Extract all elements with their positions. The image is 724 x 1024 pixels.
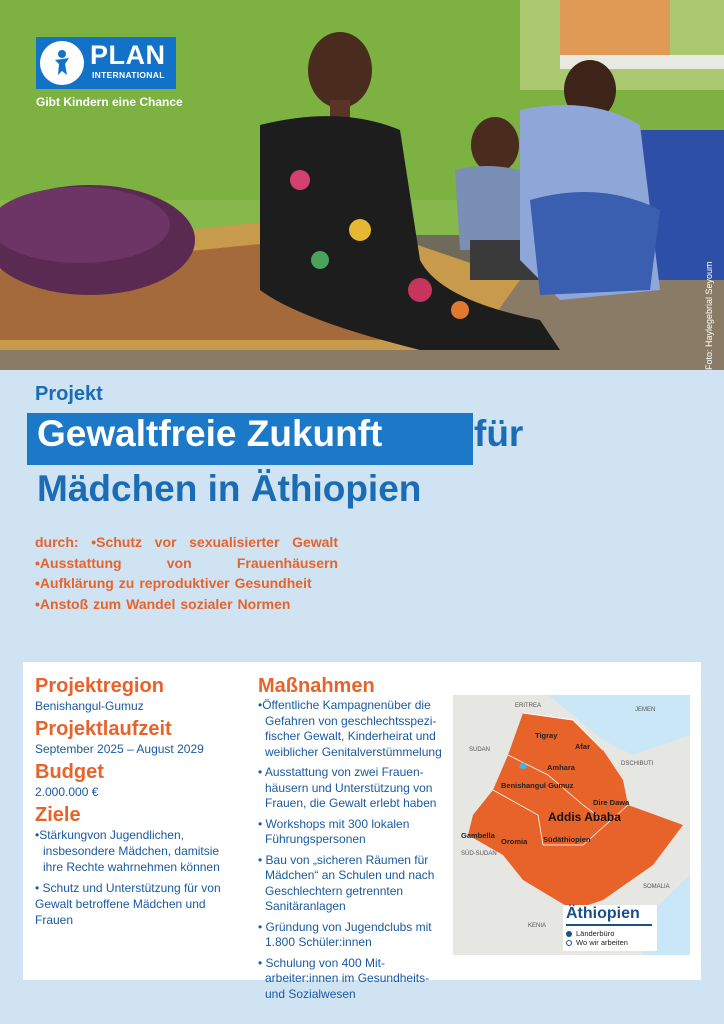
legend-work-label: Wo wir arbeiten xyxy=(576,938,628,947)
plan-logo[interactable] xyxy=(36,37,176,89)
goal-item: •Stärkungvon Jugendlichen, insbesondere Mädchen, damitsie ihre Rechte wahrnehmen können xyxy=(35,828,220,874)
word: Gesundheit xyxy=(234,575,312,591)
word: durch: xyxy=(35,534,79,550)
region-heading: Projektregion xyxy=(35,675,164,697)
word: •Schutz xyxy=(91,534,143,550)
logo-subtext: INTERNATIONAL xyxy=(92,70,165,80)
map-legend xyxy=(563,905,657,951)
measures-column xyxy=(258,674,448,1007)
facts-card xyxy=(23,662,701,1001)
budget-value: 2.000.000 € xyxy=(35,785,99,799)
measure-item: • Bau von „sicheren Räumen für Mädchen“ an Schulen und nach Geschlechtern getrennten Sanitäranlagen xyxy=(258,852,435,913)
office-dot-icon xyxy=(566,931,572,937)
means-line xyxy=(35,553,338,574)
country-label: SUDAN xyxy=(469,747,491,753)
legend-work xyxy=(566,938,628,947)
means-line xyxy=(35,532,338,553)
project-means xyxy=(35,532,338,614)
region-label: Amhara xyxy=(547,763,575,772)
region-label: Benishangul Gumuz xyxy=(501,781,574,790)
legend-rule xyxy=(566,924,652,926)
logo-wordmark: PLAN xyxy=(90,40,166,70)
country-label: SÜD-SUDAN xyxy=(461,851,497,857)
legend-title: Äthiopien xyxy=(566,905,640,922)
country-label: SOMALIA xyxy=(643,884,670,890)
title-line2: Mädchen in Äthiopien xyxy=(37,468,422,509)
tagline: Gibt Kindern eine Chance xyxy=(36,95,183,109)
title-rest: für xyxy=(474,413,524,454)
measure-item: • Ausstattung von zwei Frauen-häusern und Unterstützung von Frauen, die Gewalt erlebt haben xyxy=(258,765,437,810)
word: vor xyxy=(154,534,177,550)
word: Frauenhäusern xyxy=(236,554,338,571)
word: Normen xyxy=(237,595,291,612)
country-label: DSCHIBUTI xyxy=(621,761,654,767)
means-line xyxy=(35,594,338,615)
country-label: ERITREA xyxy=(515,703,542,709)
legend-office xyxy=(566,929,614,938)
goals-heading: Ziele xyxy=(35,804,81,826)
title-highlight: Gewaltfreie Zukunft xyxy=(37,413,383,454)
ethiopia-map xyxy=(453,695,690,955)
word: reproduktiver xyxy=(139,575,230,591)
word: •Ausstattung xyxy=(35,554,122,571)
photo-credit: Foto: Haylegebrial Seyoum xyxy=(704,261,714,370)
measure-item: • Gründung von Jugendclubs mit 1.800 Schüler:innen xyxy=(258,919,432,949)
word: Gewalt xyxy=(292,534,338,550)
word: Wandel xyxy=(126,595,176,612)
region-value: Benishangul-Gumuz xyxy=(35,699,144,713)
kicker: Projekt xyxy=(35,383,103,405)
region-label: Südäthiopien xyxy=(543,835,591,844)
word: zu xyxy=(118,575,135,591)
word: zum xyxy=(93,595,122,612)
word: sozialer xyxy=(180,595,233,612)
region-label: Tigray xyxy=(535,731,558,740)
legend-office-label: Länderbüro xyxy=(576,929,615,938)
duration-value: September 2025 – August 2029 xyxy=(35,742,204,756)
region-label: Gambella xyxy=(461,831,495,840)
word: von xyxy=(166,554,192,571)
word: •Aufklärung xyxy=(35,575,114,591)
word: sexualisierter xyxy=(189,534,280,550)
capital-label: Addis Ababa xyxy=(548,810,621,824)
facts-column xyxy=(35,674,240,933)
region-label: Oromia xyxy=(501,837,528,846)
country-label: JEMEN xyxy=(635,707,656,713)
region-label: Dire Dawa xyxy=(593,798,630,807)
goal-item: • Schutz und Unterstützung für von Gewalt betroffene Mädchen und Frauen xyxy=(35,881,221,927)
duration-heading: Projektlaufzeit xyxy=(35,718,172,740)
measure-item: • Schulung von 400 Mit-arbeiter:innen im Gesundheits-und Sozialwesen xyxy=(258,955,430,1001)
measure-item: • Workshops mit 300 lokalen Führungspersonen xyxy=(258,816,410,846)
word: •Anstoß xyxy=(35,595,89,612)
measure-item: •Öffentliche Kampagnenüber die Gefahren von geschlechtsspezi-fischer Gewalt, Kinderheirat und weiblicher Genitalverstümmelung xyxy=(258,698,442,759)
measures-heading: Maßnahmen xyxy=(258,675,375,697)
region-label: Afar xyxy=(575,742,591,751)
country-label: KENIA xyxy=(528,923,547,929)
child-figure-icon xyxy=(40,41,84,85)
means-line xyxy=(35,573,338,594)
budget-heading: Budget xyxy=(35,761,104,783)
work-circle-icon xyxy=(566,940,572,946)
